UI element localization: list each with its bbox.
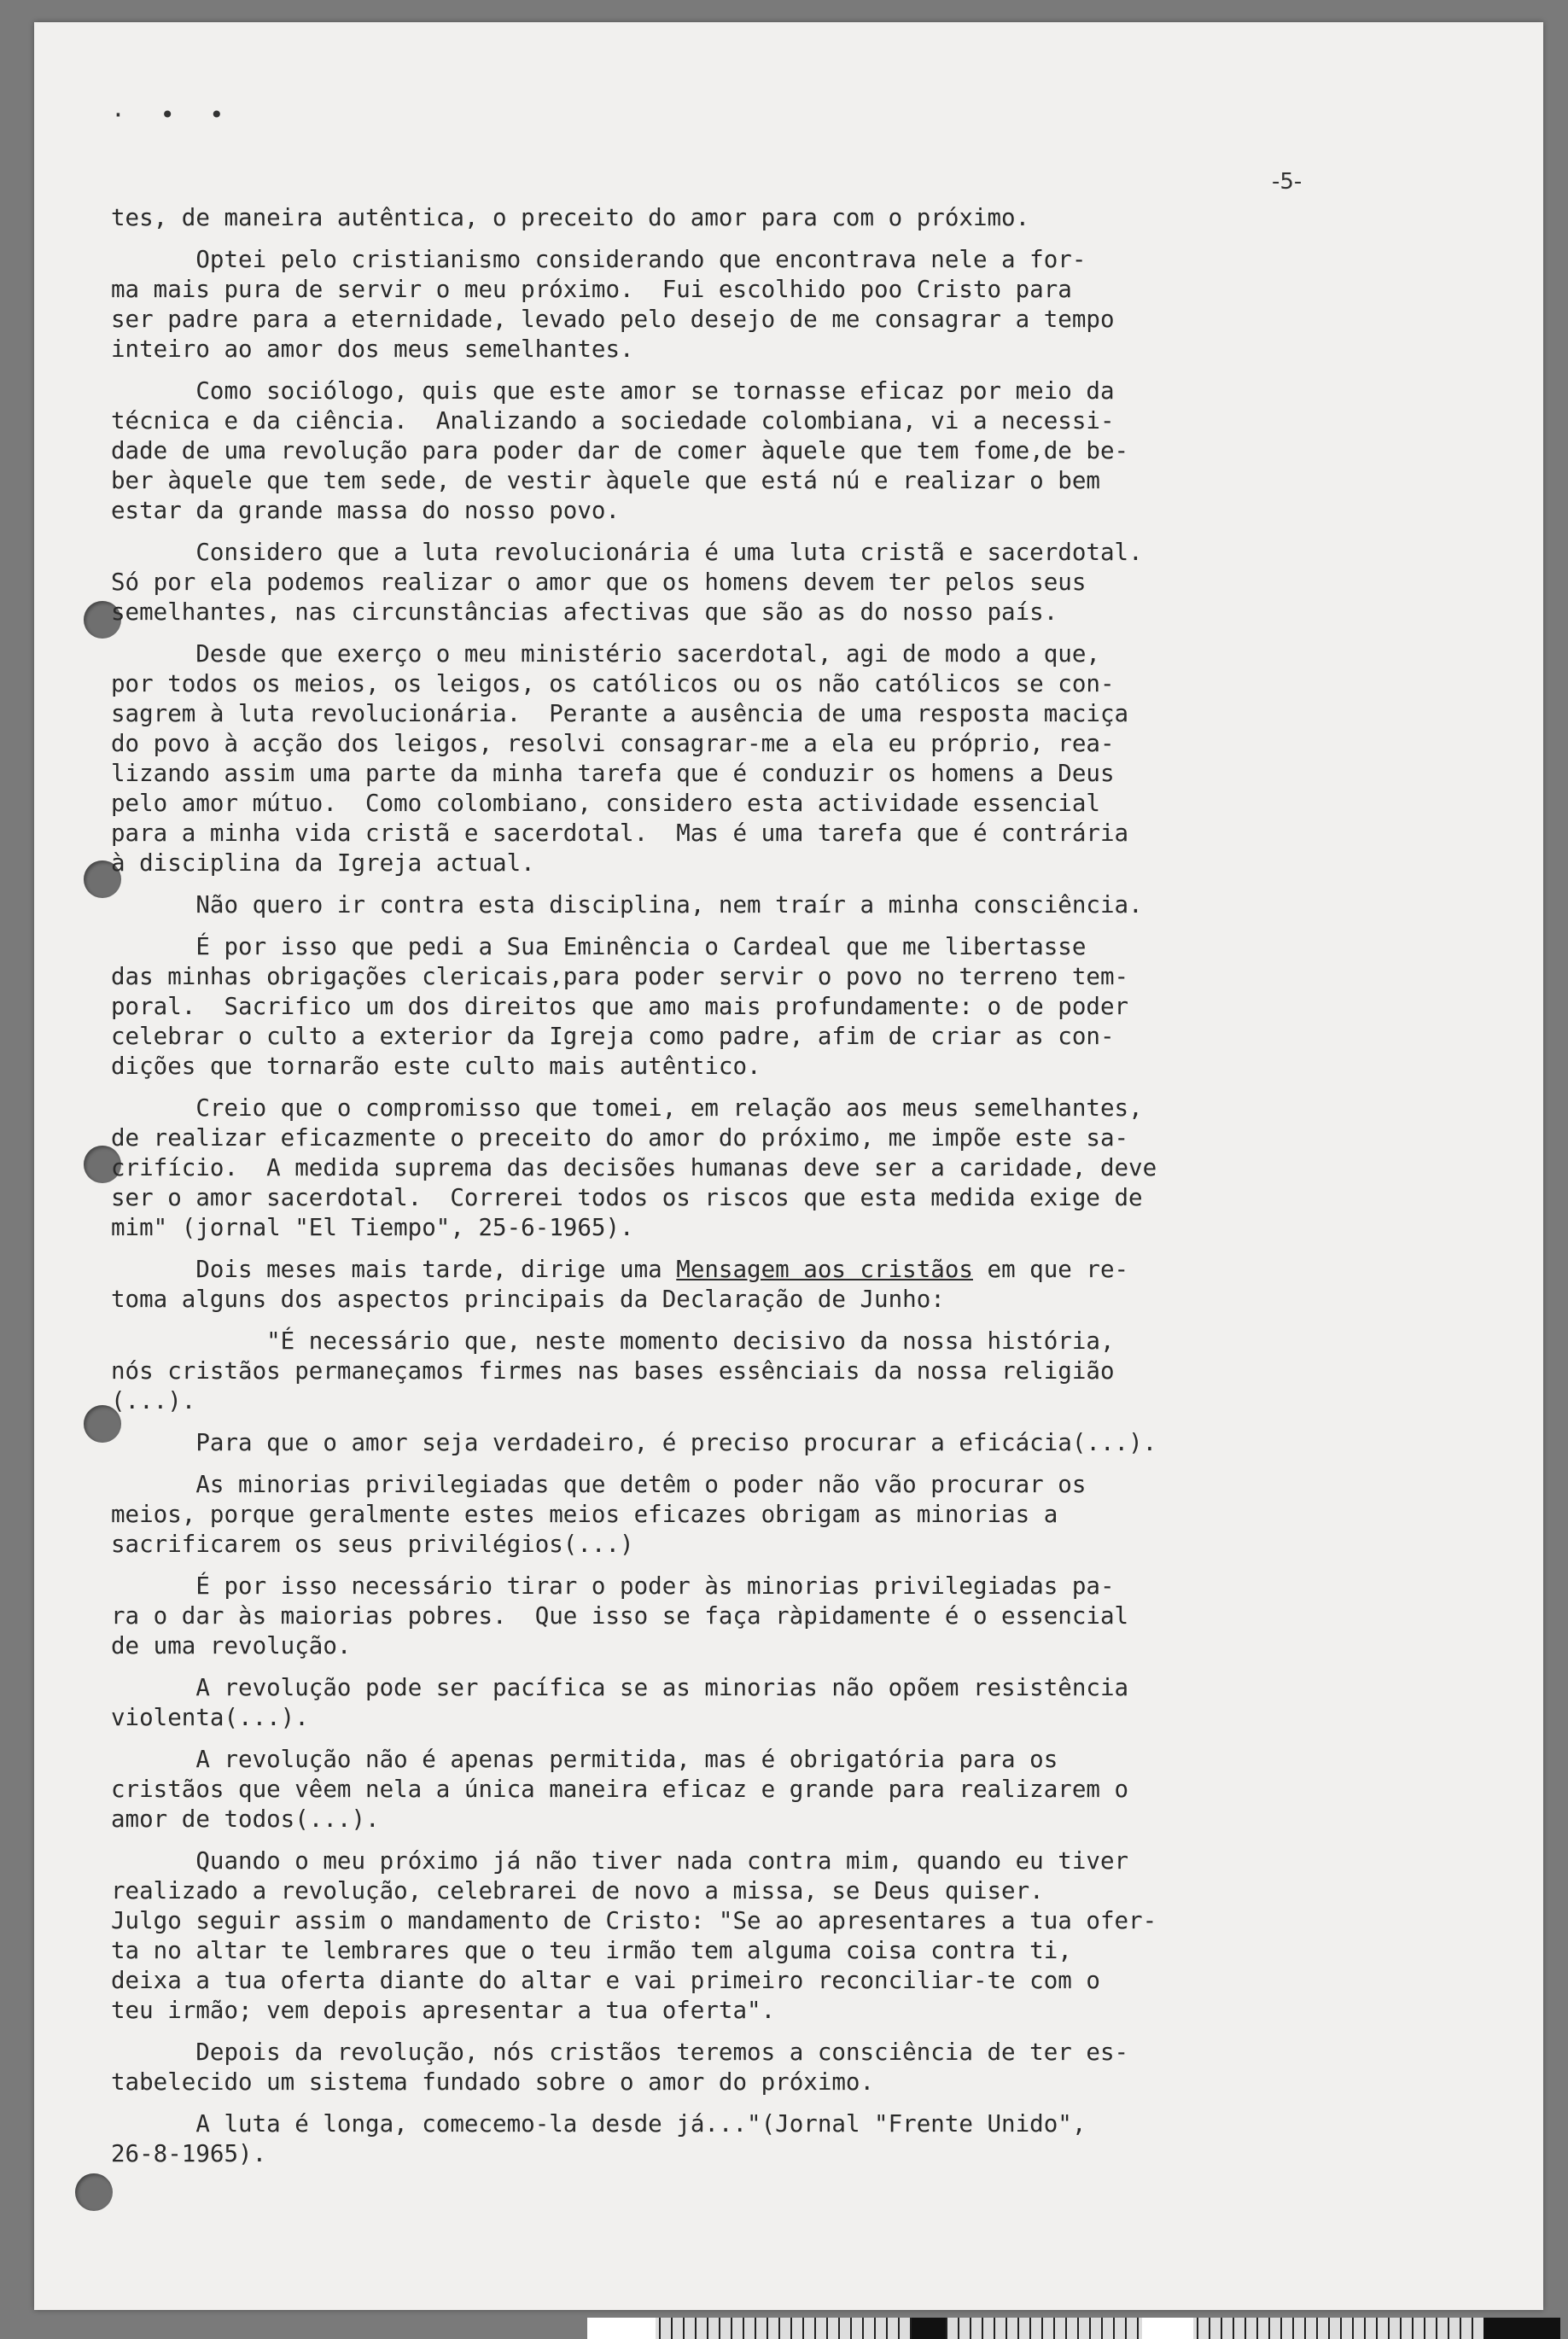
paragraph: Considero que a luta revolucionária é uma luta cristã e sacerdotal. Só por ela podemos realizar o amor que os homens devem ter pelos seus semelhantes, nas circunstâncias afectivas que são as do nosso país. [111,539,1143,626]
paragraph-with-title [111,1255,1408,1315]
paragraph: Depois da revolução, nós cristãos teremos a consciência de ter es- tabelecido um sistema fundado sobre o amor do próximo. [111,2039,1129,2096]
scale-ruler [587,2318,1560,2339]
document-title-underlined: Mensagem aos cristãos [676,1256,973,1283]
paragraph: As minorias privilegiadas que detêm o poder não vão procurar os meios, porque geralmente estes meios eficazes obrigam as minorias a sacrificarem os seus privilégios(...) [111,1471,1087,1558]
paragraph: tes, de maneira autêntica, o preceito do amor para com o próximo. [111,204,1030,231]
paragraph: É por isso necessário tirar o poder às minorias privilegiadas pa- ra o dar às maiorias pobres. Que isso se faça ràpidamente é o essencial de uma revolução. [111,1572,1129,1659]
paragraph-text: em que re- toma alguns dos aspectos principais da Declaração de Junho: [111,1256,1129,1313]
paragraph: Desde que exerço o meu ministério sacerdotal, agi de modo a que, por todos os meios, os leigos, os católicos ou os não católicos se con- sagrem à luta revolucionária. Perante a ausência de uma resposta maciça do povo à acção dos leigos, resolvi consagrar-me a ela eu próprio, rea- lizando assim uma parte da minha tarefa que é conduzir os homens a Deus pelo amor mútuo. Como colombiano, considero esta actividade essencial para a minha vida cristã e sacerdotal. Mas é uma tarefa que é contrária à disciplina da Igreja actual. [111,640,1129,877]
top-marks: · • • [111,101,235,129]
punch-hole [75,2173,113,2211]
paragraph: É por isso que pedi a Sua Eminência o Cardeal que me libertasse das minhas obrigações clericais,para poder servir o povo no terreno tem- poral. Sacrifico um dos direitos que amo mais profundamente: o de poder celebrar o culto a exterior da Igreja como padre, afim de criar as con- dições que tornarão este culto mais autêntico. [111,933,1129,1080]
paragraph: A revolução não é apenas permitida, mas é obrigatória para os cristãos que vêem nela a única maneira eficaz e grande para realizarem o amor de todos(...). [111,1746,1129,1833]
paragraph: "É necessário que, neste momento decisivo da nossa história, nós cristãos permaneçamos firmes nas bases essênciais da nossa religião (...). [111,1327,1115,1414]
paragraph: Não quero ir contra esta disciplina, nem traír a minha consciência. [111,891,1143,919]
paragraph: Optei pelo cristianismo considerando que encontrava nele a for- ma mais pura de servir o meu próximo. Fui escolhido poo Cristo para ser padre para a eternidade, levado pelo desejo de me consagrar a tempo inteiro ao amor dos meus semelhantes. [111,246,1115,363]
paragraph: Como sociólogo, quis que este amor se tornasse eficaz por meio da técnica e da ciência. Analizando a sociedade colombiana, vi a necessi- dade de uma revolução para poder dar de comer àquele que tem fome,de be- ber àquele que tem sede, de vestir àquele que está nú e realizar o bem estar da grande massa do nosso povo. [111,377,1129,524]
page-number: -5- [1272,169,1303,195]
paragraph: A luta é longa, comecemo-la desde já..."(Jornal "Frente Unido", 26-8-1965). [111,2110,1087,2167]
paragraph-text: Dois meses mais tarde, dirige uma [111,1256,677,1283]
paragraph: A revolução pode ser pacífica se as minorias não opõem resistência violenta(...). [111,1674,1129,1731]
body-text [111,203,1408,2181]
paragraph: Creio que o compromisso que tomei, em relação aos meus semelhantes, de realizar eficazmente o preceito do amor do próximo, me impõe este sa- crifício. A medida suprema das decisões humanas deve ser a caridade, deve ser o amor sacerdotal. Correrei todos os riscos que esta medida exige de mim" (jornal "El Tiempo", 25-6-1965). [111,1094,1157,1241]
paragraph: Quando o meu próximo já não tiver nada contra mim, quando eu tiver realizado a revolução, celebrarei de novo a missa, se Deus quiser. Julgo seguir assim o mandamento de Cristo: "Se ao apresentares a tua ofer- ta no altar te lembrares que o teu irmão tem alguma coisa contra ti, deixa a tua oferta diante do altar e vai primeiro reconciliar-te com o teu irmão; vem depois apresentar a tua oferta". [111,1847,1157,2024]
paragraph: Para que o amor seja verdadeiro, é preciso procurar a eficácia(...). [111,1429,1157,1456]
